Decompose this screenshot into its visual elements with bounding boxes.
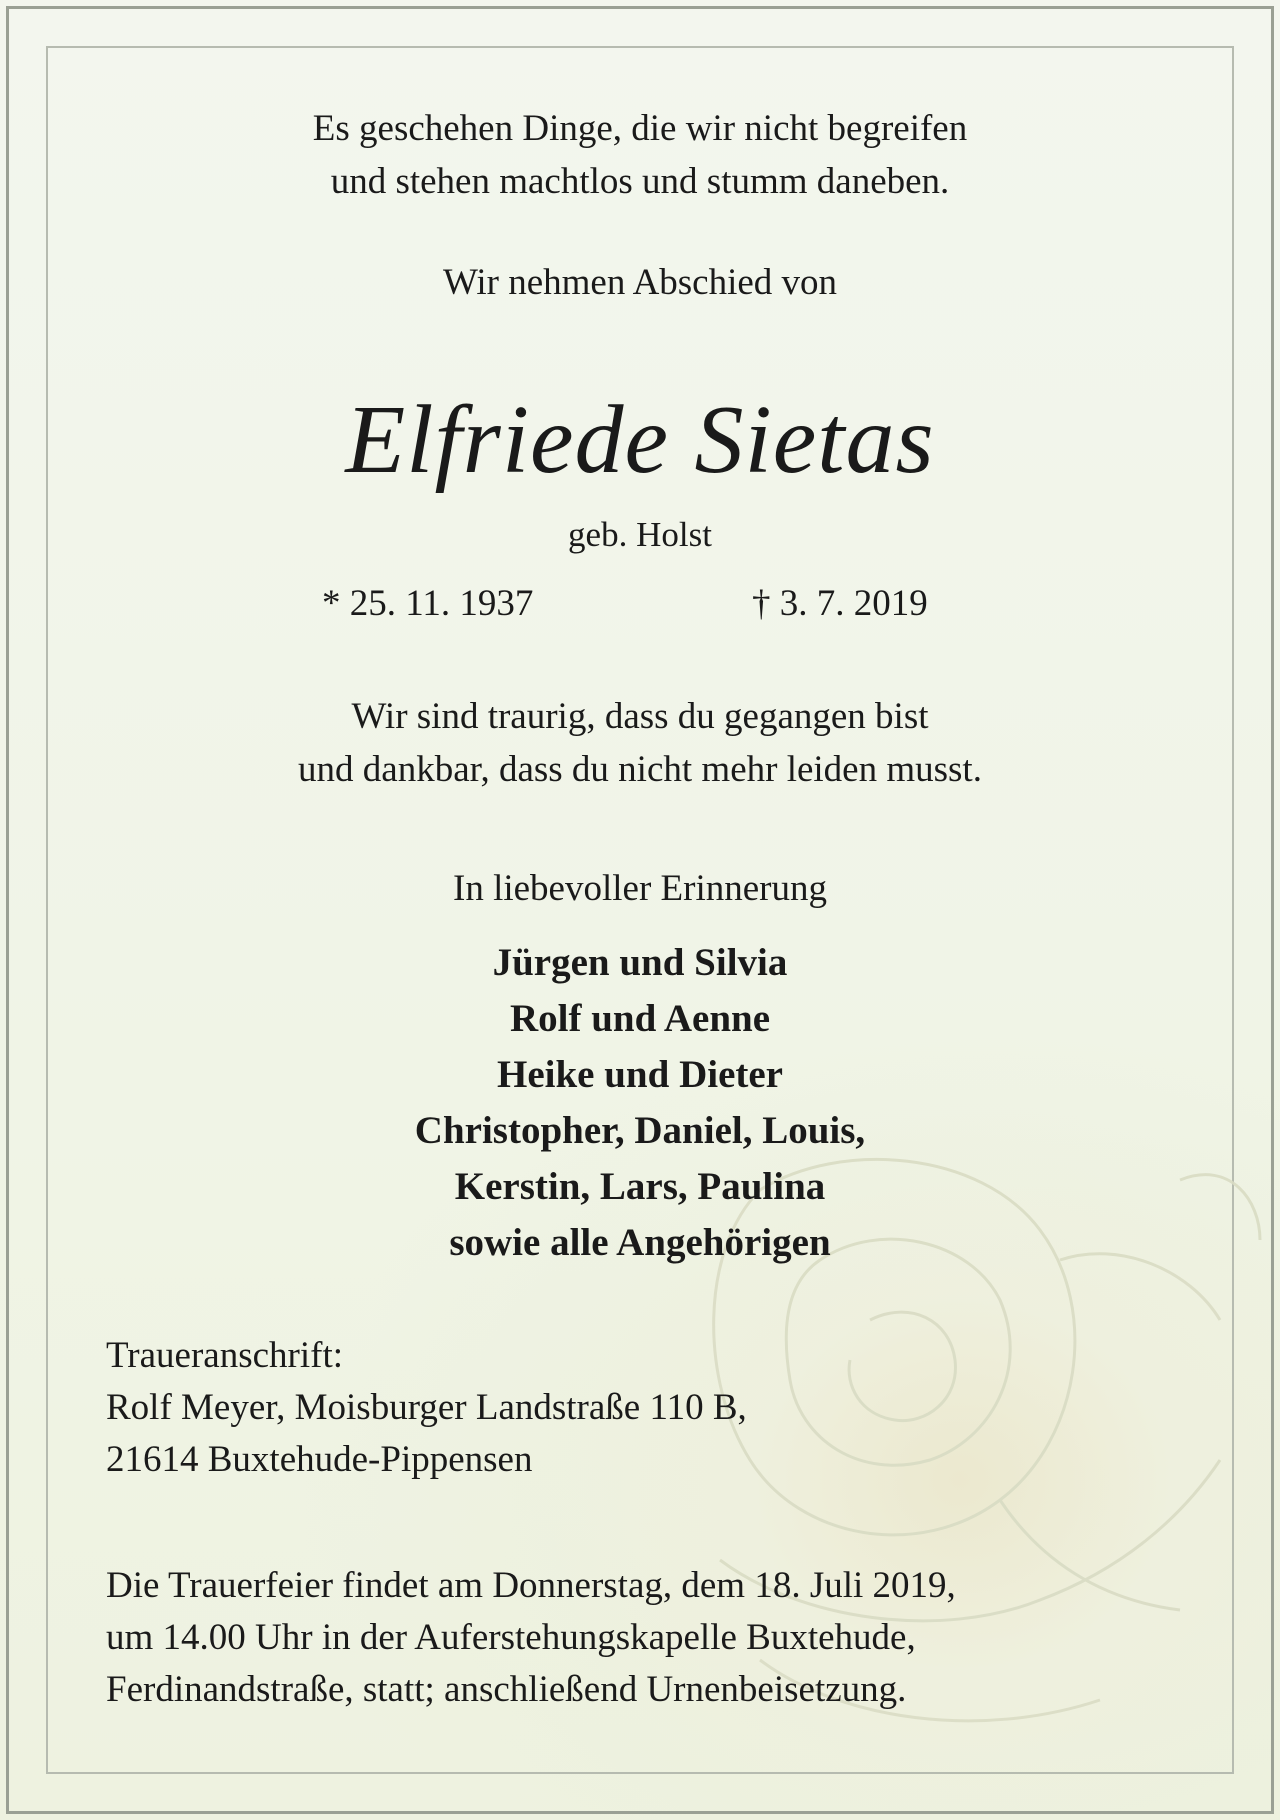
service-line: Ferdinandstraße, statt; anschließend Urnenbeisetzung. [106,1669,907,1710]
mourner-line: sowie alle Angehörigen [449,1221,831,1264]
mourner-line: Kerstin, Lars, Paulina [454,1165,826,1208]
service-line: Die Trauerfeier findet am Donnerstag, dem 18. Juli 2019, [106,1565,956,1606]
mourner-line: Heike und Dieter [497,1053,783,1096]
funeral-service-info [106,1560,956,1716]
mourners-list [0,935,1280,1271]
verse-line: Wir sind traurig, dass du gegangen bist [351,696,929,737]
opening-verse [0,102,1280,208]
deceased-name: Elfriede Sietas [345,386,935,494]
address-line: Rolf Meyer, Moisburger Landstraße 110 B, [106,1387,747,1428]
closing-verse [0,690,1280,796]
birth-date: * 25. 11. 1937 [322,583,534,624]
remembrance-heading: In liebevoller Erinnerung [453,868,827,909]
mourner-line: Jürgen und Silvia [492,941,788,984]
mourning-address [106,1330,747,1486]
address-line: Traueranschrift: [106,1335,344,1376]
verse-line: und dankbar, dass du nicht mehr leiden musst. [298,749,982,790]
mourner-line: Christopher, Daniel, Louis, [414,1109,866,1152]
verse-line: und stehen machtlos und stumm daneben. [330,161,950,202]
death-date: † 3. 7. 2019 [752,583,928,624]
verse-line: Es geschehen Dinge, die wir nicht begreifen [312,108,968,149]
mourner-line: Rolf und Aenne [509,997,771,1040]
intro-text: Wir nehmen Abschied von [442,262,838,303]
service-line: um 14.00 Uhr in der Auferstehungskapelle Buxtehude, [106,1617,916,1658]
address-line: 21614 Buxtehude-Pippensen [106,1439,533,1480]
birth-name: geb. Holst [568,515,712,554]
